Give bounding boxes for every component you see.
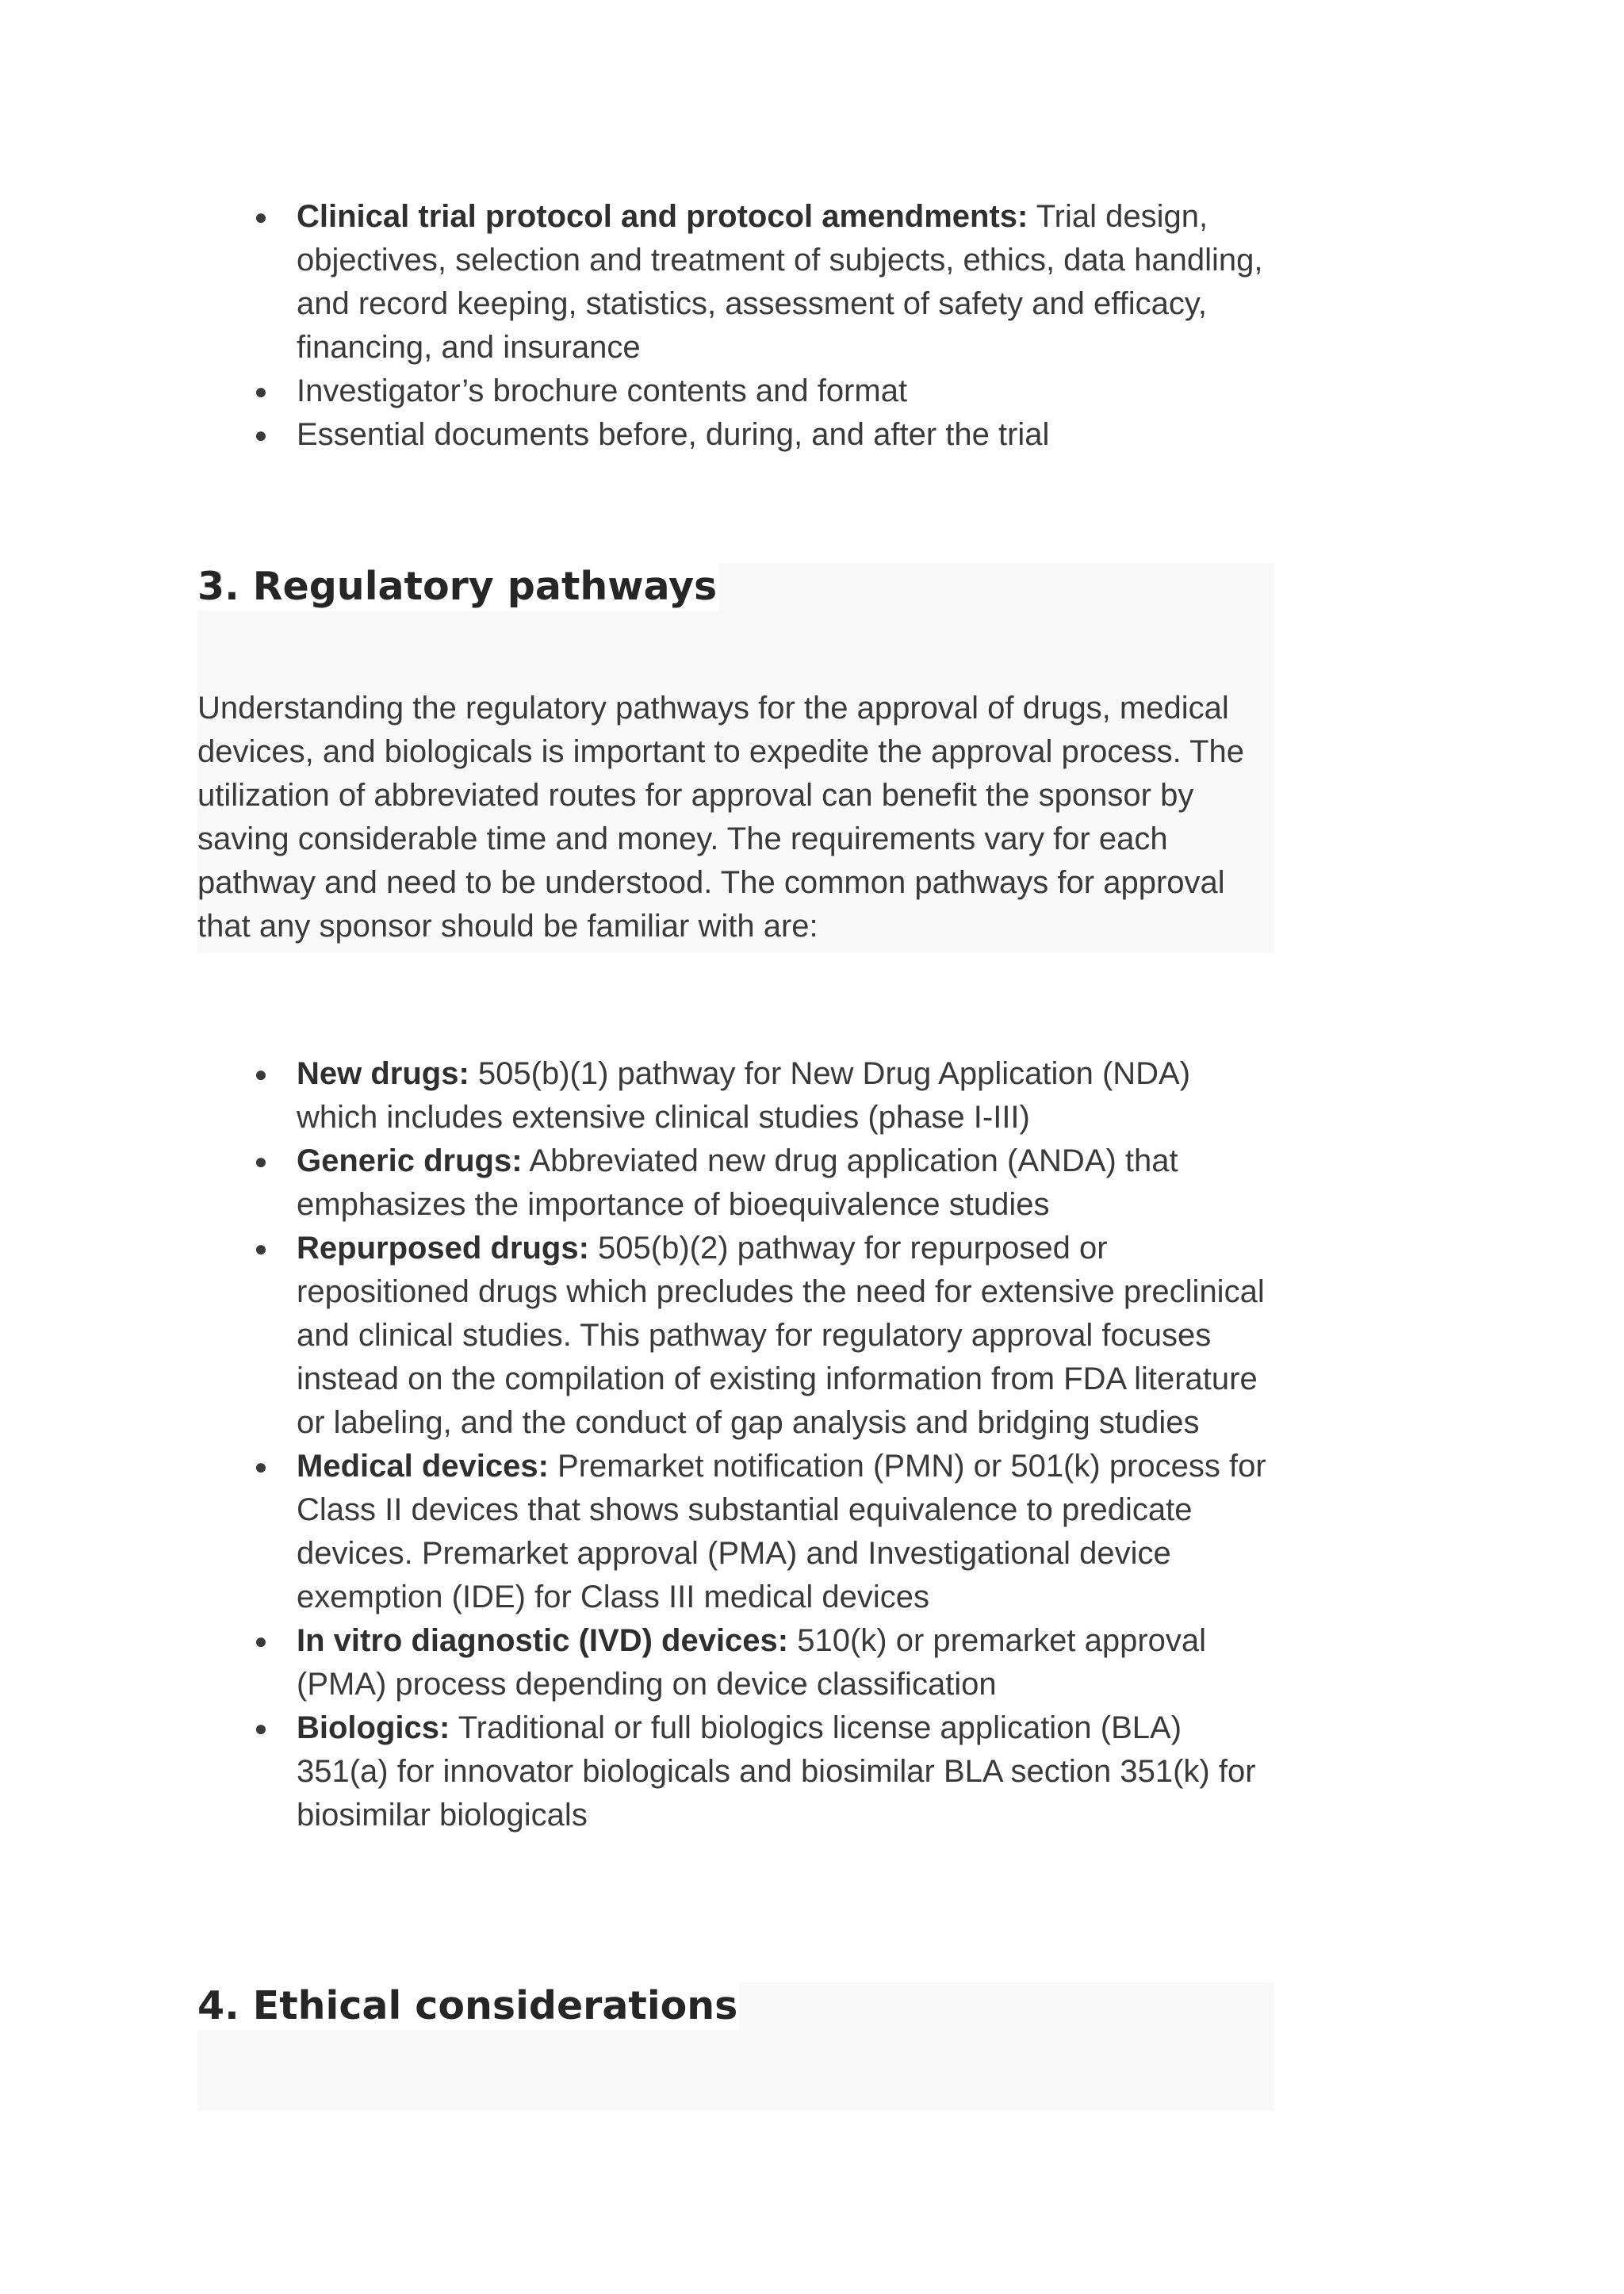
bullet-icon: ● [254,1454,268,1479]
bullet-icon: ● [254,1629,268,1653]
list-item [254,1052,1280,1139]
list-item-text: Essential documents before, during, and after the trial [297,417,1050,452]
list-item [254,1139,1280,1227]
list-item-text: Traditional or full biologics license application (BLA) 351(a) for innovator biologicals and biosimilar BLA section 351(k) for biosimilar biologicals [297,1710,1256,1833]
section3-paragraph: Understanding the regulatory pathways for the approval of drugs, medical devices, and biologicals is important to expedite the approval process. The utilization of abbreviated routes for approval can benefit the sponsor by saving considerable time and money. The requirements vary for each pathway and need to be understood. The common pathways for approval that any sponsor should be familiar with are: [197,691,1245,944]
list-item [254,1706,1280,1837]
list-item-bold: Biologics: [297,1710,450,1745]
top-bullet-list [254,195,1280,457]
list-item [254,1227,1280,1445]
list-item-text: Trial design, objectives, selection and treatment of subjects, ethics, data handling, and record keeping, statistics, assessment of safety and efficacy, financing, and insurance [297,199,1263,365]
list-item-bold: Clinical trial protocol and protocol amendments: [297,199,1028,234]
list-item-bold: New drugs: [297,1056,469,1091]
list-item-text: Premarket notification (PMN) or 501(k) process for Class II devices that shows substantial equivalence to predicate devices. Premarket approval (PMA) and Investigational device exemption (IDE) for Class III medical devices [297,1449,1266,1614]
bullet-icon: ● [254,423,268,447]
bullet-icon: ● [254,1149,268,1174]
list-item [254,413,1280,457]
list-item [254,195,1280,370]
list-item [254,1445,1280,1619]
list-item-text: 510(k) or premarket approval (PMA) process depending on device classification [297,1623,1207,1702]
section3-heading: 3. Regulatory pathways [197,564,718,609]
list-item-bold: Medical devices: [297,1449,549,1484]
section4-heading: 4. Ethical considerations [197,1983,738,2028]
list-item-text: Investigator’s brochure contents and format [297,373,908,408]
pathways-bullet-list [254,1052,1280,1837]
list-item-bold: In vitro diagnostic (IVD) devices: [297,1623,789,1658]
bullet-icon: ● [254,1062,268,1086]
bullet-icon: ● [254,379,268,404]
list-item-text: Abbreviated new drug application (ANDA) that emphasizes the importance of bioequivalence studies [297,1143,1178,1222]
bullet-icon: ● [254,1236,268,1261]
list-item-bold: Repurposed drugs: [297,1231,589,1266]
list-item-bold: Generic drugs: [297,1143,523,1178]
list-item [254,370,1280,413]
list-item-text: 505(b)(1) pathway for New Drug Application (NDA) which includes extensive clinical studies (phase I-III) [297,1056,1191,1135]
list-item [254,1619,1280,1706]
bullet-icon: ● [254,205,268,229]
list-item-text: 505(b)(2) pathway for repurposed or repositioned drugs which precludes the need for extensive preclinical and clinical studies. This pathway for regulatory approval focuses instead on the compilation of existing information from FDA literature or labeling, and the conduct of gap analysis and bridging studies [297,1231,1265,1440]
bullet-icon: ● [254,1716,268,1741]
